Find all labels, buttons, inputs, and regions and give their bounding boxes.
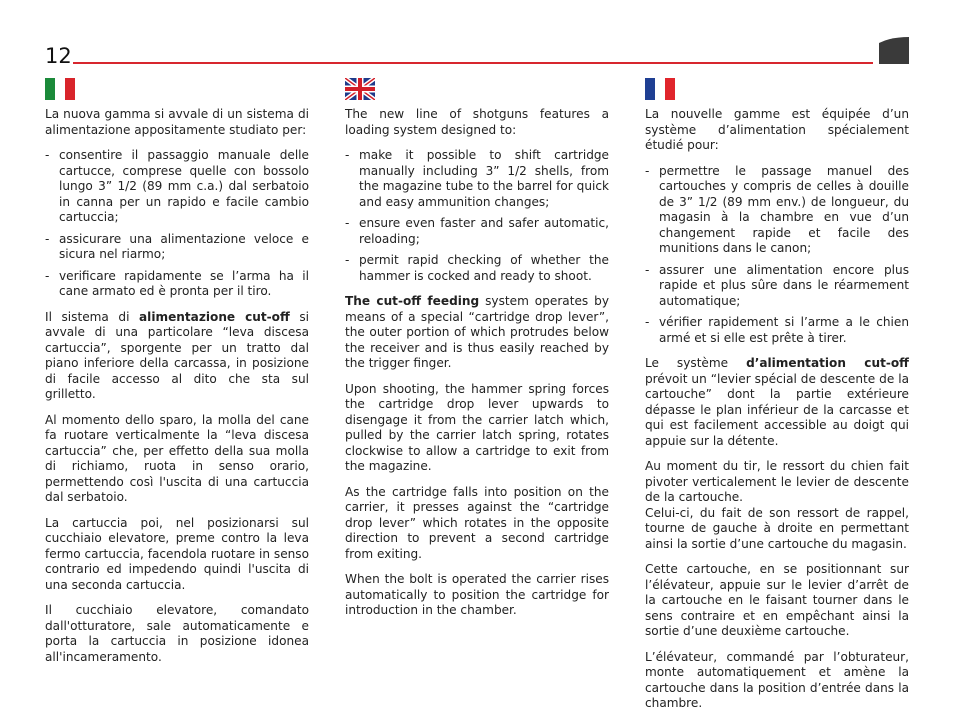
list-item: - consentire il passaggio manuale delle cartucce, comprese quelle con bossolo lungo 3” 1/2 (89 mm c.a.) dal serbatoio in canna per un rapido e facile cambio cartuccia; <box>45 148 309 226</box>
paragraph: When the bolt is operated the carrier rises automatically to position the cartridge for introduction in the chamber. <box>345 572 609 617</box>
paragraph: Al momento dello sparo, la molla del cane fa ruotare verticalmente la “leva discesa cartuccia” che, per effetto della sua molla di richiamo, ruota in senso orario, permettendo così l'uscita di una cartuccia dal serbatoio. <box>45 412 309 504</box>
list-item: - permettre le passage manuel des cartouches y compris de celles à douille de 3” 1/2 (89 mm env.) de longueur, du magasin à la chambre en vue d’un changement rapide et facile des munitions dans le canon; <box>645 164 909 257</box>
paragraph: Il cucchiaio elevatore, comandato dall'otturatore, sale automaticamente e porta la cartuccia in posizione idonea all'incameramento. <box>45 603 309 664</box>
italian-flag-icon <box>45 78 75 100</box>
feature-list <box>45 148 309 300</box>
paragraph-cutoff: The cut-off feeding system operates by means of a special “cartridge drop lever”, the outer portion of which protrudes below the receiver and is thus easily reached by the trigger finger. <box>345 294 609 370</box>
uk-flag-icon <box>345 78 375 100</box>
bold-term: alimentazione cut-off <box>139 309 290 324</box>
column-italian <box>45 107 309 675</box>
intro-paragraph: La nuova gamma si avvale di un sistema di alimentazione appositamente studiato per: <box>45 107 309 137</box>
intro-paragraph: The new line of shotguns features a loading system designed to: <box>345 107 609 137</box>
bold-term: d’alimentation cut-off <box>746 356 909 370</box>
paragraph-cutoff: Il sistema di alimentazione cut-off si avvale di una particolare “leva discesa cartuccia”, sporgente per un tratto dal piano inferiore della carcassa, in posizione di facile accesso al dito che sta sul grilletto. <box>45 309 309 401</box>
list-item: - verificare rapidamente se l’arma ha il cane armato ed è pronta per il tiro. <box>45 269 309 300</box>
feature-list <box>645 164 909 347</box>
column-french <box>645 107 909 722</box>
paragraph: Upon shooting, the hammer spring forces the cartridge drop lever upwards to disengage it from the carrier latch which, pulled by the carrier latch spring, rotates clockwise to allow a cartridge to exit from the magazine. <box>345 381 609 473</box>
paragraph: As the cartridge falls into position on the carrier, it presses against the “cartridge drop lever” which rotates in the opposite direction to prevent a second cartridge from exiting. <box>345 484 609 561</box>
list-item: - permit rapid checking of whether the hammer is cocked and ready to shoot. <box>345 253 609 284</box>
list-item: - make it possible to shift cartridge manually including 3” 1/2 shells, from the magazine tube to the barrel for quick and easy ammunition changes; <box>345 148 609 210</box>
list-item: - vérifier rapidement si l’arme a le chien armé et si elle est prête à tirer. <box>645 315 909 346</box>
page-number: 12 <box>45 44 72 68</box>
french-flag-icon <box>645 78 675 100</box>
bold-term: The cut-off feeding <box>345 294 480 308</box>
paragraph-cutoff: Le système d’alimentation cut-off prévoit un “levier spécial de descente de la cartouche” dont la partie extérieure dépasse le plan inférieur de la carcasse et qui est facilement accessible au doigt qui appuie sur la détente. <box>645 356 909 448</box>
intro-paragraph: La nouvelle gamme est équipée d’un système d’alimentation spécialement étudié pour: <box>645 107 909 152</box>
paragraph: Au moment du tir, le ressort du chien fait pivoter verticalement le levier de descente de la cartouche. Celui-ci, du fait de son ressort de rappel, tourne de gauche à droite en permettant ainsi la sortie d’une cartouche du magasin. <box>645 459 909 551</box>
paragraph: L’élévateur, commandé par l’obturateur, monte automatiquement et amène la cartouche dans la position d’entrée dans la chambre. <box>645 649 909 710</box>
list-item: - assicurare una alimentazione veloce e sicura nel riarmo; <box>45 232 309 263</box>
top-rule <box>73 62 873 64</box>
list-item: - ensure even faster and safer automatic, reloading; <box>345 216 609 247</box>
paragraph: La cartuccia poi, nel posizionarsi sul cucchiaio elevatore, preme contro la leva fermo cartuccia, facendola ruotare in senso contrario ed impedendo quindi l'uscita di una seconda cartuccia. <box>45 515 309 592</box>
list-item: - assurer une alimentation encore plus rapide et plus sûre dans le réarmement automatique; <box>645 263 909 310</box>
feature-list <box>345 148 609 284</box>
corner-tab <box>879 37 909 64</box>
paragraph: Cette cartouche, en se positionnant sur l’élévateur, appuie sur le levier d’arrêt de la cartouche en le faisant tourner dans le sens contraire et en empêchant ainsi la sortie d’une deuxième cartouche. <box>645 562 909 638</box>
column-english <box>345 107 609 629</box>
